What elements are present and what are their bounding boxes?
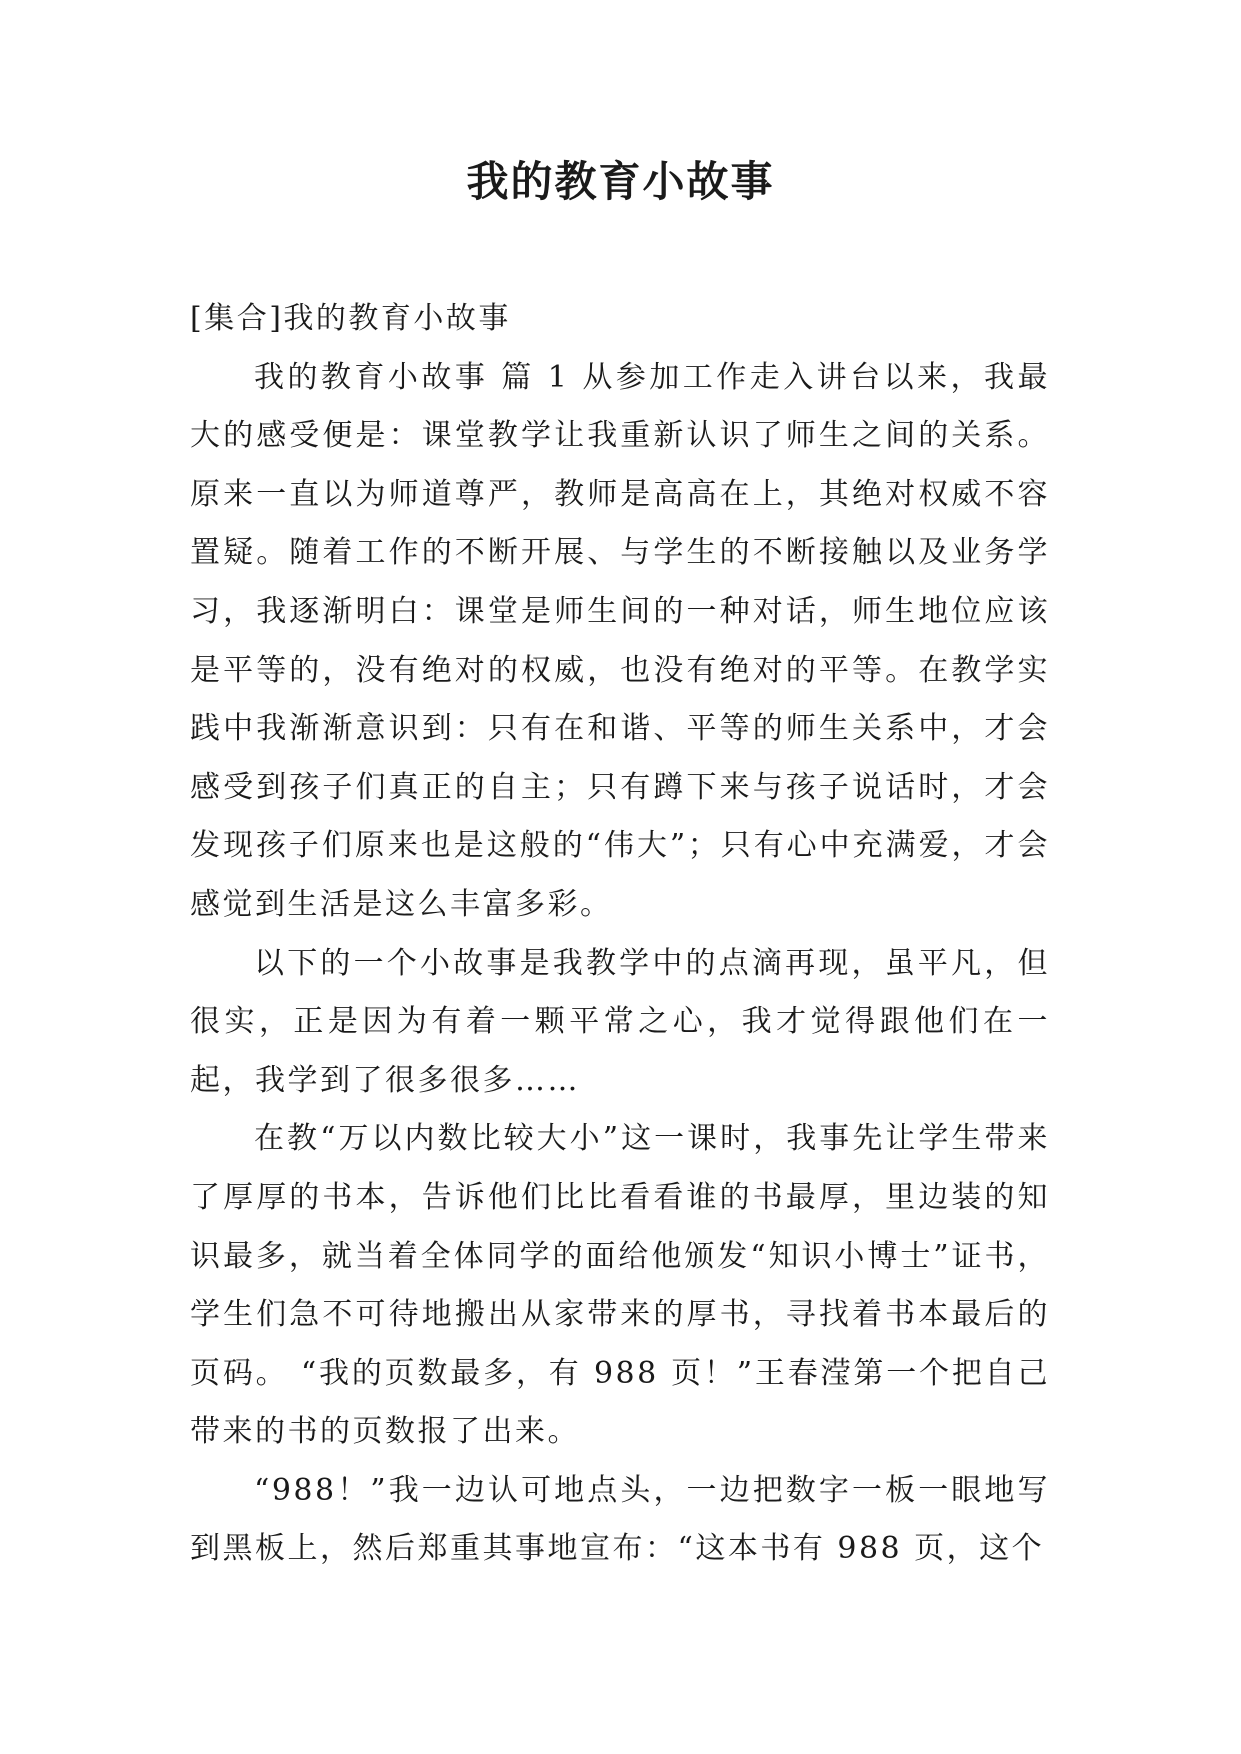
paragraph-1: 我的教育小故事 篇 1 从参加工作走入讲台以来，我最大的感受便是：课堂教学让我重新认识了师生之间的关系。原来一直以为师道尊严，教师是高高在上，其绝对权威不容置疑。随着工作的不断开展、与学生的不断接触以及业务学习，我逐渐明白：课堂是师生间的一种对话，师生地位应该是平等的，没有绝对的权威，也没有绝对的平等。在教学实践中我渐渐意识到：只有在和谐、平等的师生关系中，才会感受到孩子们真正的自主；只有蹲下来与孩子说话时，才会发现孩子们原来也是这般的“伟大”；只有心中充满爱，才会感觉到生活是这么丰富多彩。 (190, 359, 1050, 922)
document-body (190, 290, 1050, 1579)
document-title: 我的教育小故事 (466, 157, 775, 206)
paragraph-3: 在教“万以内数比较大小”这一课时，我事先让学生带来了厚厚的书本，告诉他们比比看看谁的书最厚，里边装的知识最多，就当着全体同学的面给他颁发“知识小博士”证书，学生们急不可待地搬出从家带来的厚书，寻找着书本最后的页码。 “我的页数最多，有 988 页！”王春滢第一个把自己带来的书的页数报了出来。 (190, 1121, 1050, 1450)
document-subtitle: [集合]我的教育小故事 (190, 301, 511, 336)
paragraph-4: “988！”我一边认可地点头，一边把数字一板一眼地写到黑板上，然后郑重其事地宣布：“这本书有 988 页，这个 (190, 1472, 1050, 1567)
paragraph-2: 以下的一个小故事是我教学中的点滴再现，虽平凡，但很实，正是因为有着一颗平常之心，我才觉得跟他们在一起，我学到了很多很多…… (190, 945, 1050, 1098)
